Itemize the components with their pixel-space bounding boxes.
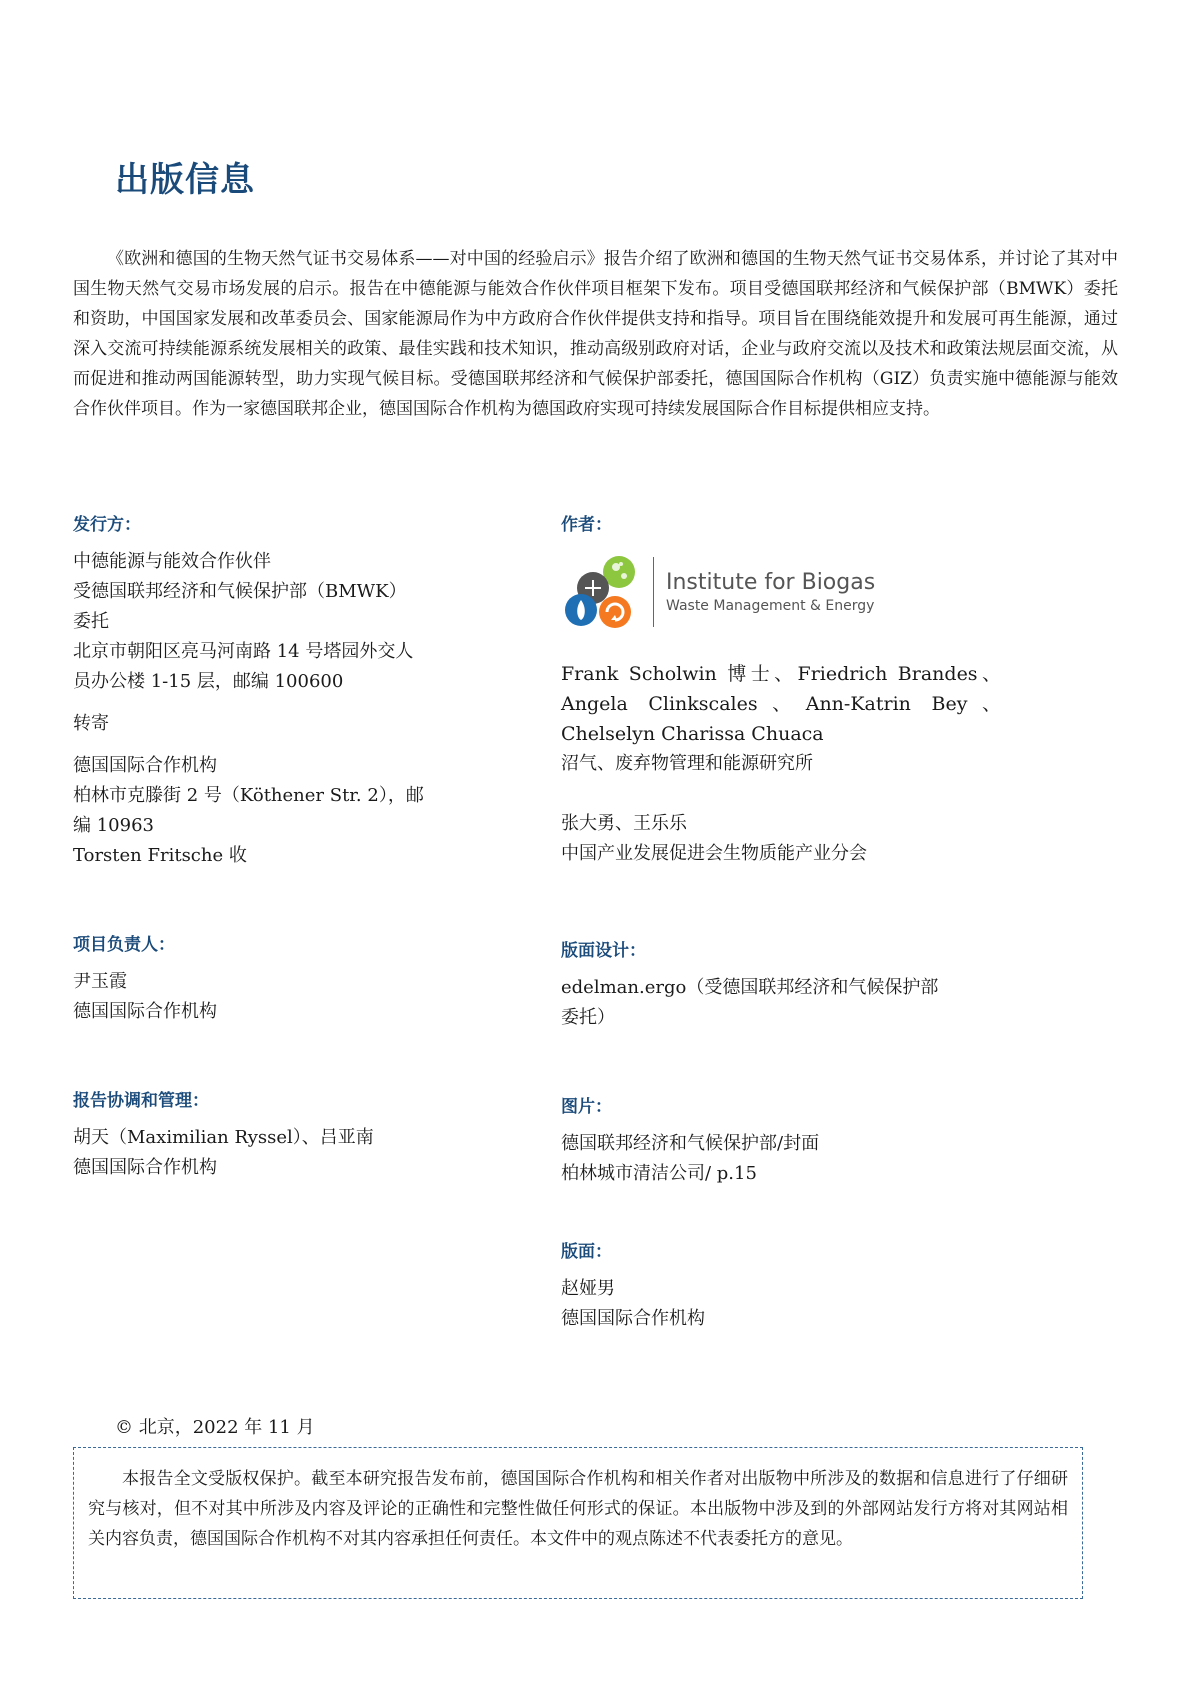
publisher-line: 德国国际合作机构 [73, 755, 217, 776]
design-section [561, 936, 1001, 1033]
project-lead-line: 德国国际合作机构 [73, 1001, 217, 1022]
intro-paragraph: 《欧洲和德国的生物天然气证书交易体系——对中国的经验启示》报告介绍了欧洲和德国的生物天然气证书交易体系，并讨论了其对中国生物天然气交易市场发展的启示。报告在中德能源与能效合作伙伴项目框架下发布。项目受德国联邦经济和气候保护部（BMWK）委托和资助，中国国家发展和改革委员会、国家能源局作为中方政府合作伙伴提供支持和指导。项目旨在围绕能效提升和发展可再生能源，通过深入交流可持续能源系统发展相关的政策、最佳实践和技术知识，推动高级别政府对话，企业与政府交流以及技术和政策法规层面交流，从而促进和推动两国能源转型，助力实现气候目标。受德国联邦经济和气候保护部委托，德国国际合作机构（GIZ）负责实施中德能源与能效合作伙伴项目。作为一家德国联邦企业，德国国际合作机构为德国政府实现可持续发展国际合作目标提供相应支持。 [73, 249, 1118, 419]
author-org-2: 中国产业发展促进会生物质能产业分会 [561, 843, 867, 864]
coordination-line: 胡天（Maximilian Ryssel）、吕亚南 [73, 1127, 374, 1148]
publisher-line: 受德国联邦经济和气候保护部（BMWK） [73, 581, 407, 602]
photos-line: 柏林城市清洁公司/ p.15 [561, 1163, 757, 1184]
publisher-line: 北京市朝阳区亮马河南路 14 号塔园外交人 [73, 641, 414, 662]
publisher-line: 员办公楼 1-15 层，邮编 100600 [73, 671, 344, 692]
copyright-line: © 北京，2022 年 11 月 [115, 1417, 315, 1438]
page-title: 出版信息 [115, 160, 255, 200]
authors-section [561, 510, 1001, 869]
layout-credit-line: 赵娅男 [561, 1278, 615, 1299]
photos-line: 德国联邦经济和气候保护部/封面 [561, 1133, 820, 1154]
project-lead-line: 尹玉霞 [73, 971, 127, 992]
project-lead-section [73, 930, 473, 1027]
publisher-via: 转寄 [73, 713, 109, 734]
author-org: 沼气、废弃物管理和能源研究所 [561, 753, 813, 774]
publisher-heading: 发行方： [73, 515, 141, 535]
authors-heading: 作者： [561, 515, 612, 535]
author-names-2: 张大勇、王乐乐 [561, 813, 687, 834]
logo-name: Institute for Biogas [666, 570, 876, 595]
coordination-section [73, 1086, 473, 1183]
layout-credit-line: 德国国际合作机构 [561, 1308, 705, 1329]
publisher-section [73, 510, 473, 871]
design-line: edelman.ergo（受德国联邦经济和气候保护部 [561, 977, 939, 998]
logo-subtitle: Waste Management & Energy [666, 598, 875, 614]
coordination-heading: 报告协调和管理： [73, 1091, 209, 1111]
logo-divider [653, 557, 654, 627]
publisher-line: 编 10963 [73, 815, 154, 836]
coordination-line: 德国国际合作机构 [73, 1157, 217, 1178]
project-lead-heading: 项目负责人： [73, 935, 175, 955]
publisher-line: 委托 [73, 611, 109, 632]
publisher-line: 中德能源与能效合作伙伴 [73, 551, 271, 572]
author-names: Frank Scholwin 博士、Friedrich Brandes、Angela Clinkscales、Ann-Katrin Bey、Chelselyn Charissa Chuaca [561, 663, 1001, 745]
publisher-line: Torsten Fritsche 收 [73, 845, 247, 866]
copyright-notice-text: 本报告全文受版权保护。截至本研究报告发布前，德国国际合作机构和相关作者对出版物中所涉及的数据和信息进行了仔细研究与核对，但不对其中所涉及内容及评论的正确性和完整性做任何形式的保证。本出版物中涉及到的外部网站发行方将对其网站相关内容负责，德国国际合作机构不对其内容承担任何责任。本文件中的观点陈述不代表委托方的意见。 [88, 1469, 1068, 1549]
photos-heading: 图片： [561, 1097, 612, 1117]
institute-logo [561, 547, 1001, 637]
layout-credit-section [561, 1237, 1001, 1334]
design-heading: 版面设计： [561, 941, 646, 961]
photos-section [561, 1092, 1001, 1189]
biogas-logo-icon [561, 552, 645, 632]
design-line: 委托） [561, 1007, 615, 1028]
layout-credit-heading: 版面： [561, 1242, 612, 1262]
copyright-notice-box [73, 1447, 1083, 1599]
publisher-line: 柏林市克滕街 2 号（Köthener Str. 2），邮 [73, 785, 424, 806]
